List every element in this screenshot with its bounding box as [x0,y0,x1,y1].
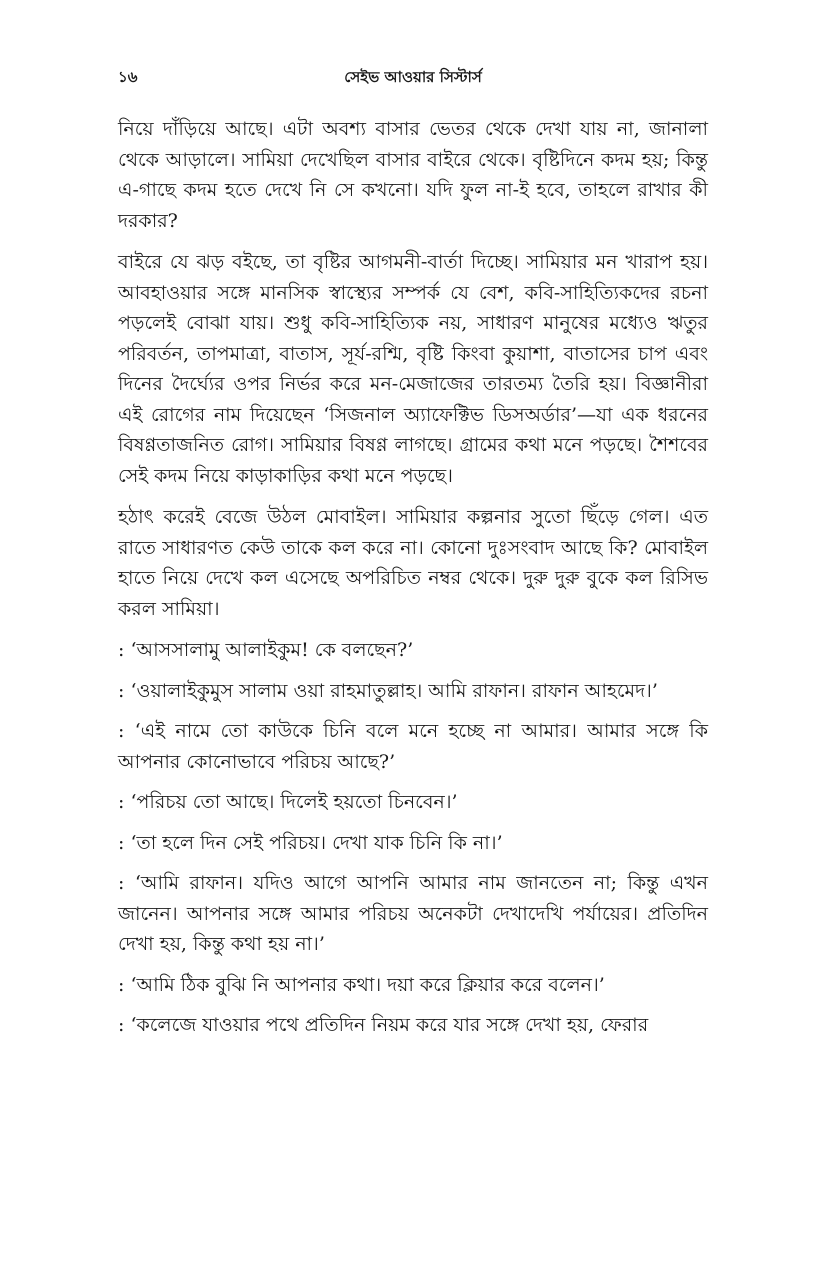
dialogue-line: : ‘ওয়ালাইকুমুস সালাম ওয়া রাহমাতুল্লাহ। আমি রাফান। রাফান আহমেদ।’ [118,679,658,702]
book-page [118,62,708,1051]
paragraph: হঠাৎ করেই বেজে উঠল মোবাইল। সামিয়ার কল্পনার সুতো ছিঁড়ে গেল। এত রাতে সাধারণত কেউ তাকে কল করে না। কোনো দুঃসংবাদ আছে কি? মোবাইল হাতে নিয়ে দেখে কল এসেছে অপরিচিত নম্বর থেকে। দুরু দুরু বুকে কল রিসিভ করল সামিয়া। [118,506,708,620]
dialogue-line: : ‘আমি রাফান। যদিও আগে আপনি আমার নাম জানতেন না; কিন্তু এখন জানেন। আপনার সঙ্গে আমার পরিচয় অনেকটা দেখাদেখি পর্যায়ের। প্রতিদিন দেখা হয়, কিন্তু কথা হয় না।’ [118,872,708,955]
dialogue-line: : ‘আমি ঠিক বুঝি নি আপনার কথা। দয়া করে ক্লিয়ার করে বলেন।’ [118,973,605,996]
dialogue-line: : ‘কলেজে যাওয়ার পথে প্রতিদিন নিয়ম করে যার সঙ্গে দেখা হয়, ফেরার [118,1014,649,1036]
page-header [118,62,708,96]
paragraph: বাইরে যে ঝড় বইছে, তা বৃষ্টির আগমনী-বার্তা দিচ্ছে। সামিয়ার মন খারাপ হয়। আবহাওয়ার সঙ্গে মানসিক স্বাস্থ্যের সম্পর্ক যে বেশ, কবি-সাহিত্যিকদের রচনা পড়লেই বোঝা যায়। শুধু কবি-সাহিত্যিক নয়, সাধারণ মানুষের মধ্যেও ঋতুর পরিবর্তন, তাপমাত্রা, বাতাস, সূর্য-রশ্মি, বৃষ্টি কিংবা কুয়াশা, বাতাসের চাপ এবং দিনের দৈর্ঘ্যের ওপর নির্ভর করে মন-মেজাজের তারতম্য তৈরি হয়। বিজ্ঞানীরা এই রোগের নাম দিয়েছেন ‘সিজনাল অ্যাফেক্টিভ ডিসঅর্ডার’—যা এক ধরনের বিষণ্ণতাজনিত রোগ। সামিয়ার বিষণ্ণ লাগছে। গ্রামের কথা মনে পড়ছে। শৈশবের সেই কদম নিয়ে কাড়াকাড়ির কথা মনে পড়ছে। [118,251,708,487]
running-title: সেইভ আওয়ার সিস্টার্স [344,68,482,86]
page-body [118,114,708,1041]
page-number: ১৬ [118,68,138,86]
paragraph: নিয়ে দাঁড়িয়ে আছে। এটা অবশ্য বাসার ভেতর থেকে দেখা যায় না, জানালা থেকে আড়ালে। সামিয়া দেখেছিল বাসার বাইরে থেকে। বৃষ্টিদিনে কদম হয়; কিন্তু এ-গাছে কদম হতে দেখে নি সে কখনো। যদি ফুল না-ই হবে, তাহলে রাখার কী দরকার? [118,118,708,232]
dialogue-line: : ‘এই নামে তো কাউকে চিনি বলে মনে হচ্ছে না আমার। আমার সঙ্গে কি আপনার কোনোভাবে পরিচয় আছে?’ [118,720,708,773]
dialogue-line: : ‘পরিচয় তো আছে। দিলেই হয়তো চিনবেন।’ [118,791,458,813]
dialogue-line: : ‘আসসালামু আলাইকুম! কে বলছেন?’ [118,639,414,661]
dialogue-line: : ‘তা হলে দিন সেই পরিচয়। দেখা যাক চিনি কি না।’ [118,831,503,854]
